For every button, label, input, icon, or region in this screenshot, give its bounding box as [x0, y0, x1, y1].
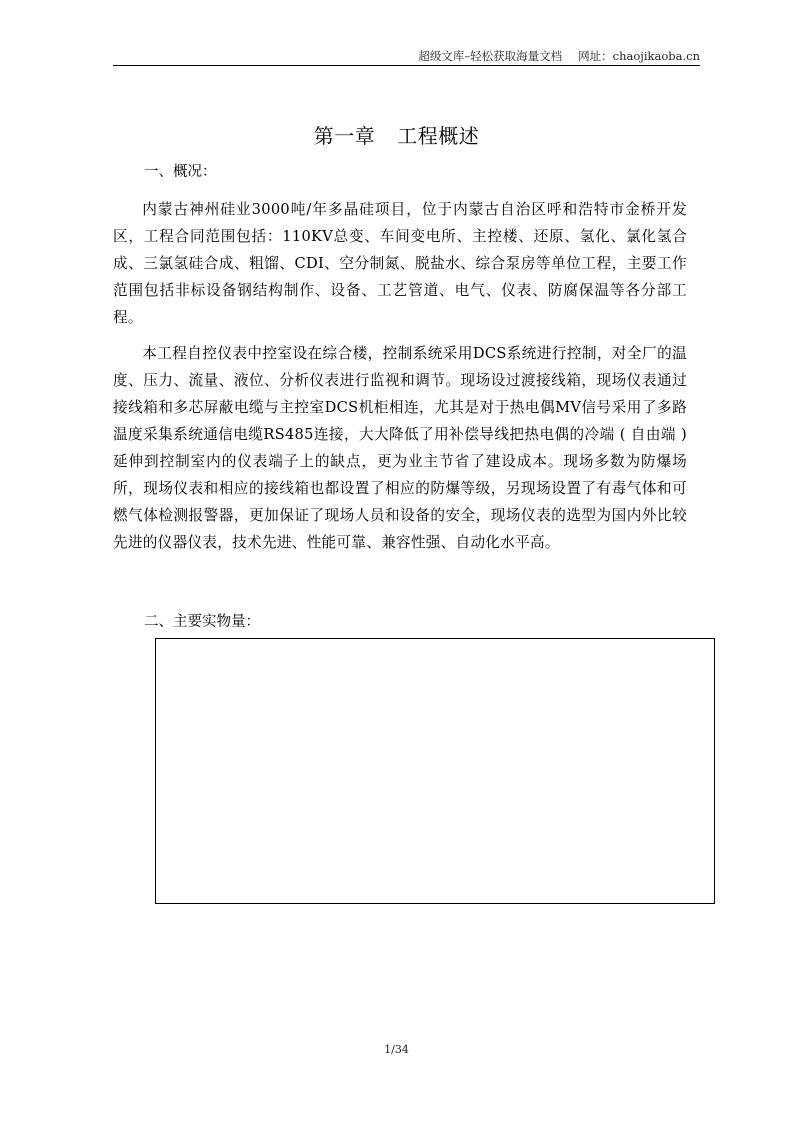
- chapter-name: 工程概述: [397, 124, 480, 148]
- quantities-table-frame: [155, 638, 715, 904]
- header-url-label: 网址：: [578, 49, 613, 63]
- overview-paragraph-1: 内蒙古神州硅业3000吨/年多晶硅项目，位于内蒙古自治区呼和浩特市金桥开发区，工程合同范围包括：110KV总变、车间变电所、主控楼、还原、氢化、氯化氢合成、三氯氢硅合成、粗馏、CDI、空分制氮、脱盐水、综合泵房等单位工程，主要工作范围包括非标设备钢结构制作、设备、工艺管道、电气、仪表、防腐保温等各分部工程。: [113, 201, 687, 326]
- header-divider: [113, 65, 700, 66]
- chapter-number: 第一章: [313, 124, 376, 148]
- section-heading-overview: 一、概况：: [144, 164, 217, 180]
- chapter-title: [0, 120, 793, 149]
- overview-paragraph-2: 本工程自控仪表中控室设在综合楼，控制系统采用DCS系统进行控制，对全厂的温度、压力、流量、液位、分析仪表进行监视和调节。现场设过渡接线箱，现场仪表通过接线箱和多芯屏蔽电缆与主控室DCS机柜相连，尤其是对于热电偶MV信号采用了多路温度采集系统通信电缆RS485连接，大大降低了用补偿导线把热电偶的冷端 ( 自由端 ) 延伸到控制室内的仪表端子上的缺点，更为业主节省了建设成本。现场多数为防爆场所，现场仪表和相应的接线箱也都设置了相应的防爆等级，另现场设置了有毒气体和可燃气体检测报警器，更加保证了现场人员和设备的安全，现场仪表的选型为国内外比较先进的仪器仪表，技术先进、性能可靠、兼容性强、自动化水平高。: [113, 345, 687, 551]
- page-header: [418, 48, 700, 64]
- page-number: 1/34: [384, 1043, 409, 1056]
- header-url: chaojikaoba.cn: [612, 49, 700, 63]
- section-heading-quantities: 二、主要实物量：: [144, 614, 260, 630]
- header-site-name: 超级文库–轻松获取海量文档: [418, 49, 563, 63]
